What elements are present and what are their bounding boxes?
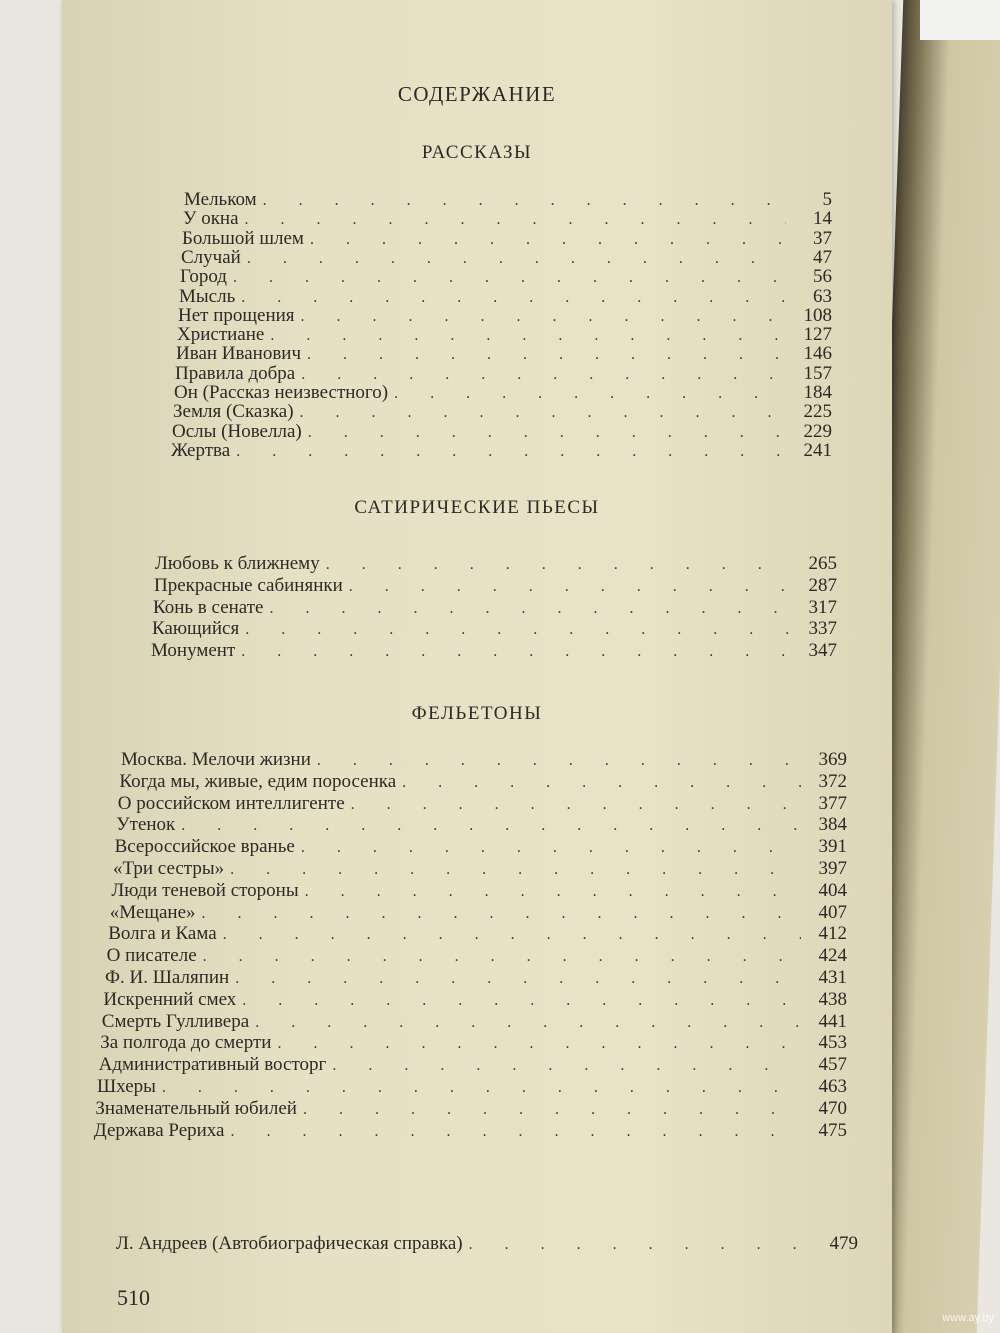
toc-entry-title: Ф. И. Шаляпин (105, 967, 230, 988)
leader-dots (231, 1120, 801, 1144)
toc-entry-title: Город (180, 266, 227, 288)
toc-entry-page: 453 (818, 1032, 847, 1054)
background-corner (920, 0, 1000, 40)
toc-entry-page: 337 (808, 618, 837, 640)
toc-entry (97, 1075, 847, 1099)
section-title-plays: САТИРИЧЕСКИЕ ПЬЕСЫ (354, 497, 600, 518)
toc-entry-title: Шхеры (97, 1076, 156, 1097)
toc-entry-title: Административный восторг (98, 1054, 327, 1076)
toc-entry-page: 63 (813, 285, 832, 307)
toc-entry-page: 287 (808, 574, 837, 596)
toc-entry-title: Нет прощения (178, 304, 295, 326)
toc-entry-page: 265 (808, 553, 837, 574)
toc-entry-page: 157 (803, 362, 832, 384)
toc-entry (107, 944, 847, 968)
toc-entry-page: 407 (818, 901, 847, 923)
toc-entry (116, 813, 847, 837)
final-entry (116, 1232, 858, 1256)
toc-entry-title: Знаменательный юбилей (95, 1097, 297, 1119)
toc-entry-page: 369 (818, 749, 847, 770)
toc-entry-title: «Мещане» (109, 901, 196, 923)
toc-entry-title: У окна (183, 208, 239, 230)
page-number: 510 (117, 1285, 150, 1310)
toc-entry-title: О российском интеллигенте (117, 792, 345, 814)
toc-entry (151, 639, 837, 663)
toc-entry-title: Люди теневой стороны (111, 879, 299, 901)
toc-entry-page: 146 (803, 343, 832, 365)
toc-entry-title: Всероссийское вранье (114, 836, 295, 858)
toc-entry (155, 552, 837, 576)
toc-entry-title: Смерть Гулливера (101, 1010, 250, 1032)
toc-entry-page: 127 (803, 324, 832, 346)
toc-entry-page: 108 (803, 304, 832, 326)
section-title-stories: РАССКАЗЫ (421, 142, 533, 163)
toc-entry (99, 1053, 847, 1077)
toc-entry (110, 901, 847, 925)
toc-entry-page: 475 (818, 1119, 847, 1141)
toc-entry (102, 1010, 847, 1034)
toc-entry-page: 14 (813, 208, 832, 230)
toc-entry-title: Конь в сенате (153, 596, 264, 618)
toc-entry-page: 470 (818, 1097, 847, 1119)
toc-entry-title: Монумент (151, 640, 236, 662)
toc-entry-title: Искренний смех (103, 988, 237, 1010)
toc-entry-title: Когда мы, живые, едим поросенка (119, 770, 397, 792)
toc-entry-title: Ослы (Новелла) (172, 420, 302, 442)
toc-entry (154, 574, 837, 598)
toc-entry-page: 225 (803, 401, 832, 423)
toc-entry-page: 229 (803, 420, 832, 442)
toc-entry-title: Утенок (116, 814, 176, 836)
watermark: www.ay.by (942, 1312, 994, 1324)
toc-entry (121, 748, 847, 772)
toc-entry-title: Правила добра (175, 362, 296, 384)
toc-entry-page: 5 (822, 189, 832, 210)
toc-entry-title: Мельком (184, 189, 257, 210)
toc-entry (113, 857, 847, 881)
toc-entry (108, 922, 847, 946)
toc-entry-page: 457 (818, 1054, 847, 1076)
final-entry-title: Л. Андреев (Автобиографическая справка) (116, 1233, 463, 1254)
toc-entry-page: 377 (818, 792, 847, 814)
toc-entry (105, 966, 847, 990)
toc-entry-page: 384 (818, 814, 847, 836)
leader-dots (241, 640, 791, 664)
toc-entry-page: 347 (808, 640, 837, 662)
toc-entry-page: 412 (818, 923, 847, 945)
toc-entry-title: За полгода до смерти (100, 1032, 272, 1054)
toc-entry (103, 988, 847, 1012)
toc-entry (119, 770, 847, 794)
toc-entry-page: 424 (818, 945, 847, 967)
toc-entry-page: 56 (813, 266, 832, 288)
final-entry-page: 479 (829, 1233, 858, 1254)
toc-entry-title: Он (Рассказ неизвестного) (174, 382, 389, 403)
toc-entry-title: Мысль (179, 285, 236, 307)
toc-entry-page: 184 (803, 382, 832, 403)
toc-entry-title: Иван Иванович (176, 343, 302, 365)
section-title-feuilletons: ФЕЛЬЕТОНЫ (411, 703, 543, 724)
toc-entry (111, 879, 847, 903)
toc-entry-page: 241 (803, 439, 832, 461)
toc-entry-title: О писателе (106, 945, 197, 967)
toc-entry (152, 617, 837, 641)
toc-entry-page: 391 (818, 836, 847, 858)
toc-entry-page: 438 (818, 988, 847, 1010)
toc-entry-page: 37 (813, 227, 832, 249)
toc-entry (171, 439, 832, 463)
toc-entry-title: Большой шлем (182, 227, 304, 249)
toc-entry-title: Волга и Кама (108, 923, 217, 945)
contents-title: СОДЕРЖАНИЕ (397, 82, 557, 106)
toc-entry (94, 1119, 847, 1143)
toc-entry-page: 441 (818, 1010, 847, 1032)
toc-entry-title: Жертва (171, 439, 231, 461)
toc-entry-title: «Три сестры» (113, 858, 225, 879)
toc-entry-title: Земля (Сказка) (173, 401, 294, 423)
toc-entry-title: Держава Рериха (93, 1119, 225, 1141)
toc-entry-page: 404 (818, 879, 847, 901)
toc-entry-title: Кающийся (152, 618, 240, 640)
leader-dots (469, 1233, 812, 1257)
toc-entry-page: 47 (813, 246, 832, 268)
toc-entry-page: 431 (818, 967, 847, 988)
toc-entry (95, 1097, 847, 1121)
toc-entry-title: Москва. Мелочи жизни (121, 749, 311, 770)
toc-entry-title: Случай (181, 246, 241, 268)
toc-entry-title: Прекрасные сабинянки (154, 574, 343, 596)
toc-entry (153, 596, 837, 620)
toc-entry-page: 397 (818, 858, 847, 879)
toc-entry-page: 317 (808, 596, 837, 618)
toc-entry (115, 835, 847, 859)
leader-dots (236, 440, 786, 464)
toc-entry-title: Христиане (177, 324, 265, 346)
toc-entry-title: Любовь к ближнему (155, 553, 320, 574)
toc-entry (100, 1031, 847, 1055)
toc-entry-page: 463 (818, 1076, 847, 1097)
toc-entry (118, 792, 847, 816)
toc-entry-page: 372 (818, 770, 847, 792)
